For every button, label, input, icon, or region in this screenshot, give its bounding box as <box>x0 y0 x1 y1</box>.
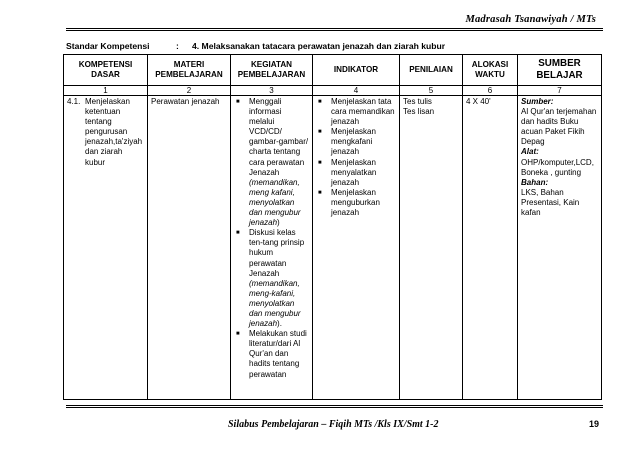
standard-text: 4. Melaksanakan tatacara perawatan jenazah dan ziarah kubur <box>192 41 446 51</box>
cell-sumber <box>518 96 602 400</box>
footer-divider <box>66 405 603 406</box>
standard-label: Standar Kompetensi <box>66 41 150 51</box>
cell-materi <box>148 96 231 400</box>
header-sumber: SUMBER BELAJAR <box>518 55 602 86</box>
bullet-icon: ■ <box>318 189 322 196</box>
kegiatan-item: ■ Menggali informasi melalui VCD/CD/ gambar-gambar/ charta tentang cara perawatan Jenazah (memandikan, meng kafani, menyolatkan dan mengubur jenazah) <box>236 97 309 228</box>
footer-title: Silabus Pembelajaran – Fiqih MTs /Kls IX/Smt 1-2 <box>228 419 439 430</box>
table-row <box>64 96 602 400</box>
indikator-item: ■ Menjelaskan mengkafani jenazah <box>318 127 376 157</box>
kegiatan-item: ■ Melakukan studi literatur/dari Al Qur'an dan hadits tentang perawatan <box>236 329 307 379</box>
cell-indikator <box>313 96 400 400</box>
header-kegiatan: KEGIATAN PEMBELAJARAN <box>231 55 313 86</box>
document-header-title: Madrasah Tsanawiyah / MTs <box>465 14 596 25</box>
column-number: 1 <box>64 86 148 96</box>
bullet-icon: ■ <box>236 331 240 338</box>
alat-label: Alat: <box>521 147 539 157</box>
column-number: 4 <box>313 86 400 96</box>
kd-text: Menjelaskan ketentuan tentang pengurusan jenazah,ta'ziyah dan ziarah kubur <box>85 97 143 167</box>
cell-kegiatan <box>231 96 313 400</box>
bullet-icon: ■ <box>318 159 322 166</box>
page-number: 19 <box>588 419 599 429</box>
penilaian-item: Tes tulis <box>403 97 432 106</box>
table-number-row <box>64 86 602 96</box>
column-number: 7 <box>518 86 602 96</box>
cell-kompetensi-dasar <box>64 96 148 400</box>
column-number: 3 <box>231 86 313 96</box>
syllabus-table <box>63 54 602 400</box>
column-number: 5 <box>400 86 463 96</box>
materi-text: Perawatan jenazah <box>151 97 220 106</box>
alokasi-text: 4 X 40' <box>466 97 491 106</box>
footer-divider-secondary <box>66 407 603 408</box>
table-header-row <box>64 55 602 86</box>
cell-alokasi <box>463 96 518 400</box>
indikator-item: ■ Menjelaskan menguburkan jenazah <box>318 187 380 218</box>
column-number: 6 <box>463 86 518 96</box>
header-divider-secondary <box>66 30 603 31</box>
header-kompetensi-dasar: KOMPETENSI DASAR <box>64 55 148 86</box>
cell-penilaian <box>400 96 463 400</box>
bullet-icon: ■ <box>236 230 240 237</box>
bullet-icon: ■ <box>318 99 322 105</box>
indikator-item: ■ Menjelaskan menyalatkan jenazah <box>318 157 377 187</box>
bullet-icon: ■ <box>318 129 322 136</box>
header-indikator: INDIKATOR <box>313 55 400 86</box>
alat-text: OHP/komputer,LCD, Boneka , gunting <box>521 157 594 177</box>
bahan-text: LKS, Bahan Presentasi, Kain kafan <box>521 187 580 218</box>
kegiatan-item: ■ Diskusi kelas ten-tang prinsip hukum perawatan Jenazah (memandikan, meng-kafani, menyolatkan dan mengubur jenazah). <box>236 228 305 329</box>
sumber-text: Al Qur'an terjemahan dan hadits Buku acuan Paket Fikih Depag <box>521 107 597 147</box>
column-number: 2 <box>148 86 231 96</box>
bullet-icon: ■ <box>236 99 240 105</box>
standard-colon: : <box>176 41 179 51</box>
header-divider <box>66 28 603 29</box>
penilaian-item: Tes lisan <box>403 107 435 117</box>
indikator-item: ■ Menjelaskan tata cara memandikan jenazah <box>318 97 395 127</box>
kd-number: 4.1. <box>67 97 81 106</box>
bahan-label: Bahan: <box>521 177 549 187</box>
header-materi: MATERI PEMBELAJARAN <box>148 55 231 86</box>
header-alokasi: ALOKASI WAKTU <box>463 55 518 86</box>
sumber-label: Sumber: <box>521 97 554 106</box>
header-penilaian: PENILAIAN <box>400 55 463 86</box>
